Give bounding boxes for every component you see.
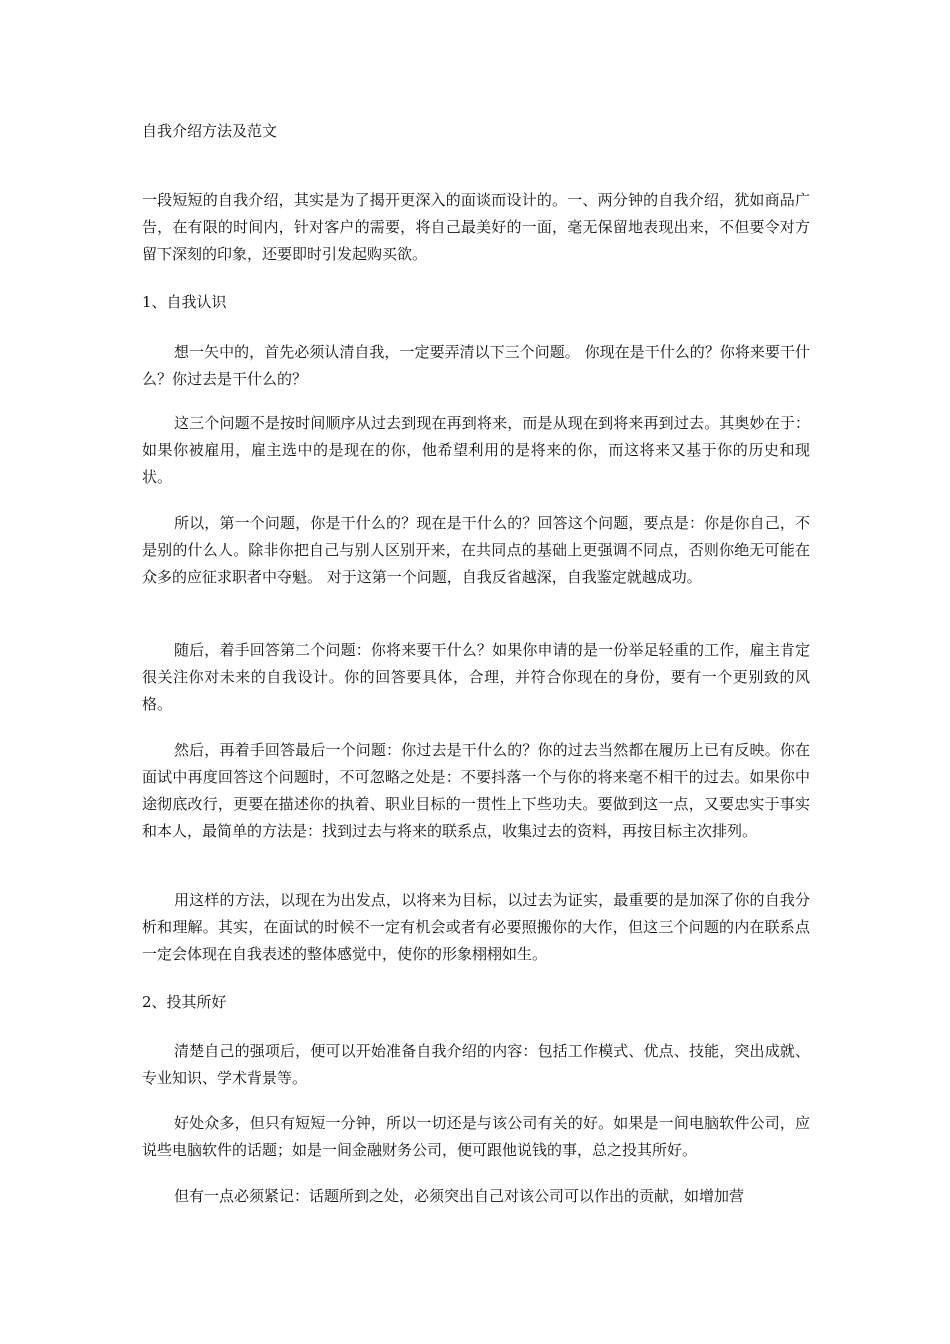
paragraph: 所以，第一个问题，你是干什么的？现在是干什么的？回答这个问题，要点是：你是你自己，不是别的什么人。除非你把自己与别人区别开来，在共同点的基础上更强调不同点，否则你绝无可能在众多的应征求职者中夺魁。 对于这第一个问题，自我反省越深，自我鉴定就越成功。 — [142, 514, 810, 586]
paragraph: 好处众多，但只有短短一分钟，所以一切还是与该公司有关的好。如果是一间电脑软件公司，应说些电脑软件的话题；如是一间金融财务公司，便可跟他说钱的事，总之投其所好。 — [142, 1114, 810, 1159]
paragraph: 这三个问题不是按时间顺序从过去到现在再到将来，而是从现在到将来再到过去。其奥妙在于：如果你被雇用，雇主选中的是现在的你，他希望利用的是将来的你，而这将来又基于你的历史和现状。 — [142, 414, 810, 486]
paragraph: 清楚自己的强项后，便可以开始准备自我介绍的内容：包括工作模式、优点、技能，突出成就、专业知识、学术背景等。 — [142, 1042, 810, 1087]
section-heading-self-awareness: 1、自我认识 — [142, 293, 227, 311]
paragraph: 用这样的方法，以现在为出发点，以将来为目标，以过去为证实，最重要的是加深了你的自我分析和理解。其实，在面试的时候不一定有机会或者有必要照搬你的大作，但这三个问题的内在联系点一定会体现在自我表述的整体感觉中，使你的形象栩栩如生。 — [142, 891, 810, 963]
intro-paragraph: 一段短短的自我介绍，其实是为了揭开更深入的面谈而设计的。一、两分钟的自我介绍，犹如商品广告，在有限的时间内，针对客户的需要，将自己最美好的一面，毫无保留地表现出来，不但要令对方留下深刻的印象，还要即时引发起购买欲。 — [142, 191, 810, 263]
paragraph: 然后，再着手回答最后一个问题：你过去是干什么的？你的过去当然都在履历上已有反映。你在面试中再度回答这个问题时，不可忽略之处是：不要抖落一个与你的将来毫不相干的过去。如果你中途彻底改行，更要在描述你的执着、职业目标的一贯性上下些功夫。要做到这一点，又要忠实于事实和本人，最简单的方法是：找到过去与将来的联系点，收集过去的资料，再按目标主次排列。 — [142, 741, 810, 840]
paragraph: 随后，着手回答第二个问题：你将来要干什么？如果你申请的是一份举足轻重的工作，雇主肯定很关注你对未来的自我设计。你的回答要具体，合理，并符合你现在的身份，要有一个更别致的风格。 — [142, 641, 810, 713]
document-title: 自我介绍方法及范文 — [142, 122, 278, 140]
paragraph: 想一矢中的，首先必须认清自我，一定要弄清以下三个问题。 你现在是干什么的？你将来要干什么？你过去是干什么的？ — [142, 343, 810, 388]
section-heading-cater: 2、投其所好 — [142, 993, 227, 1011]
paragraph: 但有一点必须紧记：话题所到之处，必须突出自己对该公司可以作出的贡献，如增加营 — [174, 1187, 745, 1205]
